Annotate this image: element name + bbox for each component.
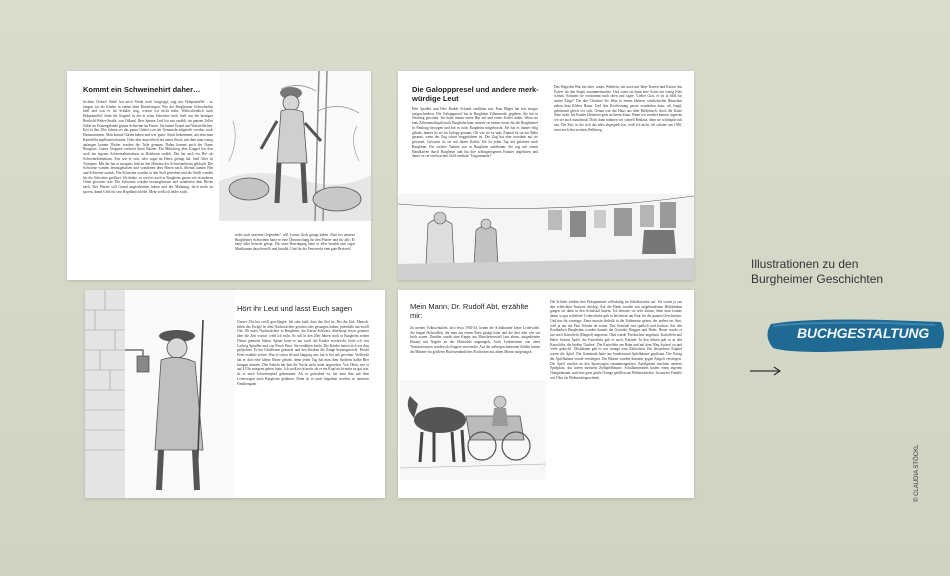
story-title: Hört ihr Leut und lasst Euch sagen — [237, 304, 353, 313]
story-text: Herr Spadler und Herr Rudolf Schmid erzählten mir, Frau Hilger hat mir einiges aufgeschrieben. Die Galopppresel hat in Burgheim Zithermusik gegeben. Sie hat in Neuburg gewohnt. Sie hatte immer einen Hut auf und einen Koffer dabei. Wenn sie zum Zithermusikspiel nach Burgheim kam, musste sie immer etwas für die Burgheimer in Neuburg besorgen und hat es nach Burgheim mitgebracht. Sie hat es immer eilig gehabt, immer ist sie im Galopp gerannt. Oft war sie zu spät. Einmal ist sie zur Bahn gerannt, wenn der Zug schon weggefahren ist. Der Zug hat aber trotzdem auf sie gewartet. Gewartet ist sie mit ihrem Koffer. Sie ist jeden Tag mit gefahren nach Burgheim. Für weitere Namen war in Burgheim unbekannt. Sie zog mit einem Handkarren durch Burgheim und hat ihre selbstgezogenen Kräuter angeboten und damit ist sie ein bisschen Geld verdient. 'Ungarnmenz!' — [412, 107, 538, 159]
laundry-line-illustration — [398, 194, 694, 280]
arrow-right-icon — [749, 366, 783, 376]
book-spread-dr-rudolf-abt — [398, 290, 694, 498]
left-page — [398, 290, 546, 498]
story-text-continued: Die Schüler zahlten ihre Holzpantinen vollständig im Schulkorridor auf. Sie waren ja aus den schlechten Strassen dreckig. Auf der Bank wurden mit aufgebundenen Holzbänken gingen sie dann in den Schulsaal hinein. Ich benutze sie sehr darum, denn man konnte damit so gut schleifen! Lederschuhe gab es höchstens am Paar für die ganzen Geschwister. Und nur für sonntags. Einer musste deshalb in die Frühmesse gehen, der andere ins Amt, weil ja nur ein Paar Schuhe da waren. Das Getreide war spärlich und kuchen: Auf den Kostbarkeit Burgheims wurden damals die Getreide, Roggen und Hafer. Heuer wurde er nur noch Kartoffeln (Dingerl) angesetzt. Obst wurde 'Eierkuchen' angebaut. Kartoffeln und Hafer fressen Äpfel, die Kartoffeln gab es auch, Katzeln. In den Jahren gab es in den Kartoffeln, die hießen 'Gurken'. Die Kartoffeln am Bahn und auf dem Weg Sackerl zu und 'viele gekocht'. Obstbäume gab es nur wenige zum Einkochen. Ein besonderes Kapitel waren die Äpfel. Die Gemeinde hatte am Sonderstand Apfelbäume gepflanzt. Der Ertrag der Apfelbäume wurde versteigert. Die Bäume wurden darunter gegen Entgelt versteigert. Die Äpfel wurden an den Sportwagen zusammengefasst. Apfelgärten machten unseren Spielplatz, das waren meistens Zielapfelbäume. Schulkameraden hatten einen eigenen Orangenbaum, und eine ganz große Orange gefallen am Weihnachtsfest. In unserer Familie war Obst als Weihnachtsgeschenk. — [550, 300, 682, 380]
right-page — [219, 71, 371, 280]
book-spread-schweinehirt — [67, 71, 371, 280]
story-text: Zu meiner Volksschulzeit, also etwa 1930-33, hatten die Schulkinder keine Ledersohle. Sie trugen Holzsohlen, die man aus einem Brett gesägt hatte und die drei oder vier cm hoch waren. Darüber wurde eine Kappe aus Manchesterstoff (aus altem, ausgedienten Hosen) mit Nägeln an der Holzsohle angenagelt. Auch Lederriemen von alten Transmissionen wurden als Kappen verwendet. Auf die selbstgeschnittenen Sohlen hatten die Männer ein größeres Hufeisenähnliches Flacheisen aus altem Mosen aufgenagelt. — [410, 326, 540, 354]
copyright-notice: © CLAUDIA STÖCKL — [914, 444, 920, 502]
book-spread-galopppresel — [398, 71, 694, 280]
story-text: Unsere Uhr hat zwölf geschlagen. Ich sehe bald, dass das Ziel ist. Bei der Zeit, Mensch, behüt das Ewige! In dem Nachtwächter gerufen oder gesungen haben, jedenfalls aus zwölf Uhr. Ob unser Nachtwächter in Burgheim, der Kaiser-Schwarz, überhaupt etwas genaues über die Zeit wusste, weiß ich nicht. Er soll in den 20er Jahren noch in Burgheim seinen Dienst gemacht haben. Später hatte er nur noch die Kinder erschreckt, hörte ich von Ludwig Spindler und von Pesch Peter. Sie erzählten beide: Die Kinder hatten sich vor ihm gefürchtet. Er hat Gefallenen gemacht und den Knaben die Zange herausgereicht. Peschl Peter erzählte weiter: War er schon alt und klapprig war, hat er bei uns gewohnt. Vielleicht hat er dort eine kleine Rente gehabt, denn jeden Tag hat man dem Anderen halbe Bier bringen müssen. Den Enkeln hat ihm die Nacht nicht mehr angesehen. Von Oben, wie er auf 4 Uhr morgens gehört hatte. Ich weiß nicht mehr, ob er ein Kopf nicht mehr zu gut war, ist er nach Schweinepfad gekommen. Als er gestorben ist, hat man ihm mit dem Leiterwagen nach Burgheim gefahren. Denn ist er auch begraben worden, in unserem Familiengrab. — [237, 320, 369, 386]
category-tag-label: BUCHGESTALTUNG — [797, 325, 930, 341]
horse-cart-illustration — [400, 380, 546, 480]
caption-line-2: Burgheimer Geschichten — [751, 272, 884, 286]
story-title: Kommt ein Schweinehirt daher… — [83, 85, 201, 94]
story-text-continued: nicht auch unserem Gegenden?, will Lorenz Groh gesagt haben. Aber bei unseren Burgheimer Schweinen hatte er eine Überraschung für den Pfarrer und für alle. Er hatte alles beiseite gelegt. Für seine Beerdigung hatte er alles bezahlt und sogar Musikanten dazu bestellt und bezahlt. Und für die Feuerwehr eine gute Brotzeit! — [235, 233, 355, 252]
right-page — [235, 290, 385, 498]
left-page — [67, 71, 219, 280]
portfolio-caption — [751, 257, 883, 287]
caption-line-1: Illustrationen zu den — [751, 257, 859, 271]
story-text: Jochem Clobes! Steht! hat mich Schak noch fortgejagt, sagt mir Hohpantoffel… so sangen wir als Kinder in einem alten Kinderreigen. Wie der Burgheimer Schweinehirt hieß und was er für Schulze trug, wissen wir nicht mehr. Wahrscheinlich auch Hohpantoffel, denn die Gegend, in der er seine Schweine trieb, hieß von der heutigen Berthold-Weber-Straße, war Ödland. Herr Spinne Leid hat mir erzählt, im ganzen Zeller Sühle im Frauengelände grasen Schweine im Freien. Sie hatten Grund und Wasserflächen. Erst in den 20er Jahren sei das ganze Gebiet von der Gemeinde aufgeteilt worden, nach Hausnummern. Man konnte Gärten haben und wie 'gutes' Stück bekommen, auf dem man Kartoffeln anpflanzen konnte. Oder aber man erhielt ein neues Stück, mit dem man wenig anfangen konnte. Bisher wurden die Teile genauer. Daher kommt auch der Name Bettgasse. Ganze Gruppen verloren ihren Batzen. Ein Mittelweg über Koppel hat dort noch ein eigenes Schweinehirtenhaus in Holzheim erzählt. Der hat auch ein Hof als Schweinehirtenhaus. Erst wie er sich, oder sogar an Herrn gefragt hat, hieß Alter ist Trompete. Mit der hat er morgens früh an den Häusern der Schweineherrin geklopft. Die Schweine wurden herausgelassen und wanderten dem Hirten nach. Abends kamen Hirt und Schweine zurück. Die Schweine wurden in den Stall getrieben und die Ställe wurden für die Schweine geöffnet. Ich denke, es wird es auch in Burgheim genau wie in anderen Orten gewesen sein. Die Schweine wurden herausgelassen und wanderten dem Hirten nach. Der Pfarrer soll Grund angeschnitten haben und der Mahnung, doch mehr zu sparen, damit Geld für sein Begräbnis bleibe. Mehr weiß ich leider nicht. — [83, 100, 213, 194]
story-title: Die Galopppresel und andere merk-würdige Leut — [412, 85, 539, 104]
story-text-continued: Das Wagerlin War ein altes, armes Weiblein, das auch mit Ihrer Karren und Kissen das Pulver für den Segen zusammensuchte. Und wenn sie dann eine Acker ein wenig Klee schnitt, Schauen sie verstummt nach oben und sagte: 'Lieber Gott, es ist ja bloß für meine Ziege!' Die alte Christine Sie lebte in einem kleinen, windschiefen Häuschen neben dem Kleber Bauer. Und ihre Erscheinung passte wunderbar dazu: alt, fragil, gekrümmt gleich vor sich. Genau war das Haus aus dem Bilderbuch. Auch die Katze lebte nicht, bei Kinder kletterten gern an ihrem Zaun. Wenn wir vorüber kamen, ärgerten wir sie auch manchmal. Doch dann nahmen wir schnell Reißaus, denn sie schimpfte mit uns. Die Zeit, in der sich das alles abgespielt hat, weiß ich nicht, ich schätze um 1930, etwa noch den zweiten Weltkrieg. — [554, 85, 682, 132]
right-page — [546, 290, 694, 498]
book-spread-hoert-ihr-leut — [85, 290, 385, 498]
swineherd-illustration — [219, 71, 371, 221]
left-page — [85, 290, 235, 498]
story-title: Mein Mann, Dr. Rudolf Abt, erzählte mir: — [410, 302, 529, 321]
night-watchman-illustration — [85, 290, 235, 498]
